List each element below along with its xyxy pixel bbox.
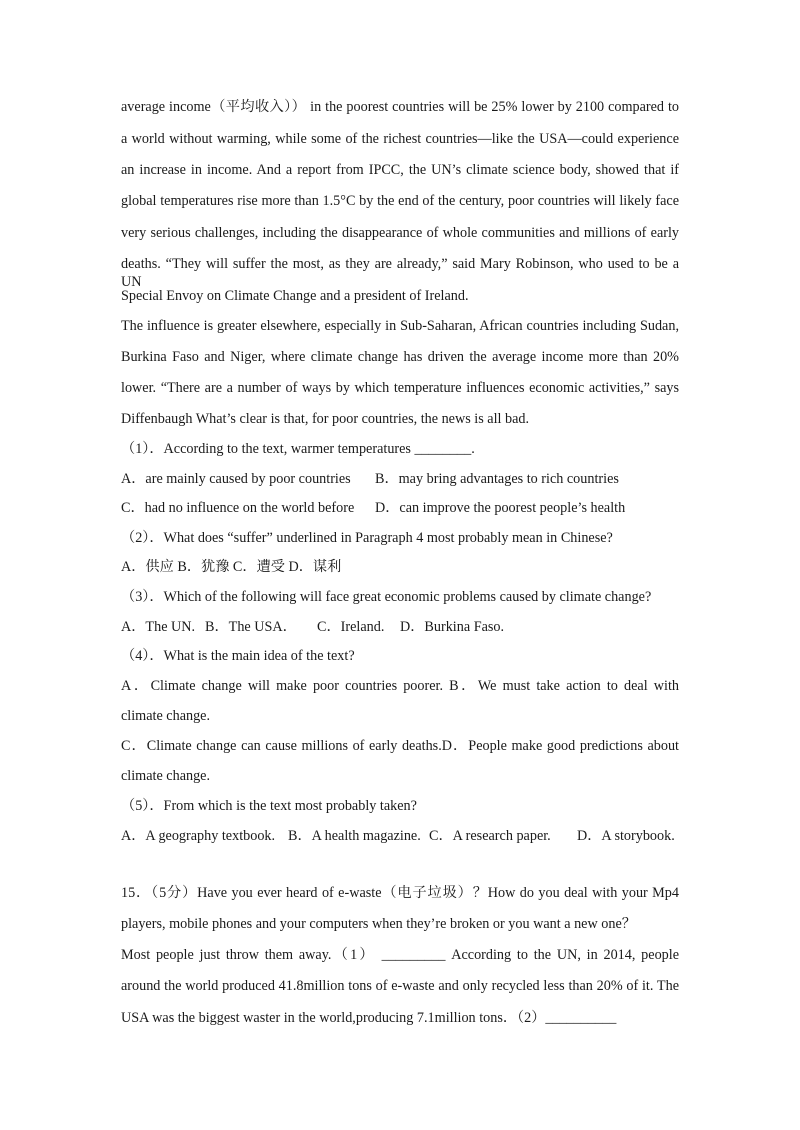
passage-line: Special Envoy on Climate Change and a president of Ireland. xyxy=(121,288,469,304)
question-4-options-row-2: climate change. xyxy=(121,708,211,724)
question-4-options-row-1: A．Climate change will make poor countries poorer. B．We must take action to deal with xyxy=(121,678,679,694)
question-1-option-c: C．had no influence on the world before xyxy=(121,500,355,516)
passage-line: an increase in income. And a report from IPCC, the UN’s climate science body, showed that if xyxy=(121,162,679,178)
question-3-option-c: C．Ireland. xyxy=(317,619,385,635)
question-3-options xyxy=(121,618,679,636)
passage-line: a world without warming, while some of the richest countries—like the USA—could experience xyxy=(121,131,679,147)
passage-line: The influence is greater elsewhere, especially in Sub-Saharan, African countries including Sudan, xyxy=(121,318,679,334)
passage-line: global temperatures rise more than 1.5°C by the end of the century, poor countries will likely face xyxy=(121,193,679,209)
question-1-options-row-1 xyxy=(121,470,679,488)
passage-line: average income（平均收入）） in the poorest countries will be 25% lower by 2100 compared to xyxy=(121,99,679,115)
q15-line: USA was the biggest waster in the world,producing 7.1million tons．（2）__________ xyxy=(121,1010,617,1026)
question-3-option-a: A．The UN. xyxy=(121,619,196,635)
question-1-options-row-2 xyxy=(121,499,679,517)
passage-line: very serious challenges, including the disappearance of whole communities and millions of early xyxy=(121,225,679,241)
q15-line: 15．（5分）Have you ever heard of e-waste（电子垃圾）？How do you deal with your Mp4 xyxy=(121,885,679,901)
passage-line: deaths. “They will suffer the most, as they are already,” said Mary Robinson, who used to be a UN xyxy=(121,256,679,290)
question-5-options xyxy=(121,827,679,845)
question-3-option-d: D．Burkina Faso. xyxy=(400,619,505,635)
question-1-option-b: B．may bring advantages to rich countries xyxy=(375,471,619,487)
question-4-options-row-4: climate change. xyxy=(121,768,211,784)
question-2-options: A．供应 B．犹豫 C．遭受 D．谋利 xyxy=(121,559,342,575)
q15-line: Most people just throw them away.（1） _________ According to the UN, in 2014, people xyxy=(121,947,679,963)
question-2-stem: （2）．What does “suffer” underlined in Paragraph 4 most probably mean in Chinese? xyxy=(121,530,613,546)
question-4-options-row-3: C．Climate change can cause millions of early deaths.D．People make good predictions about xyxy=(121,738,679,754)
q15-line: around the world produced 41.8million tons of e-waste and only recycled less than 20% of it. The xyxy=(121,978,679,994)
q15-line: players, mobile phones and your computers when they’re broken or you want a new one？ xyxy=(121,916,636,932)
question-3-stem: （3）．Which of the following will face great economic problems caused by climate change? xyxy=(121,589,652,605)
question-5-option-b: B．A health magazine. xyxy=(288,828,421,844)
question-5-stem: （5）．From which is the text most probably taken? xyxy=(121,798,417,814)
question-5-option-a: A．A geography textbook. xyxy=(121,828,276,844)
question-5-option-d: D．A storybook. xyxy=(577,828,675,844)
passage-line: lower. “There are a number of ways by which temperature influences economic activities,” says xyxy=(121,380,679,396)
question-1-option-d: D．can improve the poorest people’s health xyxy=(375,500,626,516)
question-1-stem: （1）．According to the text, warmer temperatures ________. xyxy=(121,441,475,457)
passage-line: Burkina Faso and Niger, where climate change has driven the average income more than 20% xyxy=(121,349,679,365)
question-5-option-c: C．A research paper. xyxy=(429,828,551,844)
question-1-option-a: A．are mainly caused by poor countries xyxy=(121,471,351,487)
question-4-stem: （4）．What is the main idea of the text? xyxy=(121,648,355,664)
question-3-option-b: B．The USA． xyxy=(205,619,297,635)
passage-line: Diffenbaugh What’s clear is that, for poor countries, the news is all bad. xyxy=(121,411,530,427)
